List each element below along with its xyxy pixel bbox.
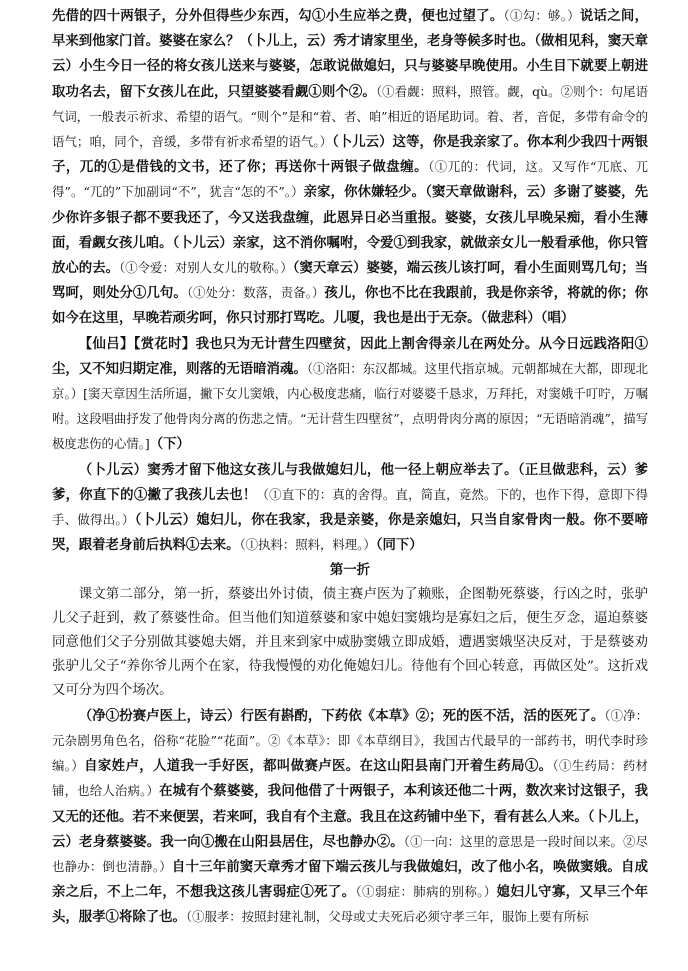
annotation-note: （①处分：数落，责备。） (186, 285, 325, 301)
annotation-note: （①看觑：照料，照管。觑，qù。②则个：句尾语气词，一般表示祈求、希望的语气。“则个”是和“着、者、咱”相近的语尾助词。着、者，音促，多带有命令的语气；咱，同个，音缓，多带有祈求希望的语气。） (52, 83, 649, 150)
summary-paragraph: 课文第二部分，第一折，蔡婆出外讨债，债主赛卢医为了赖账，企图勒死蔡婆，行凶之时，张驴儿父子赶到，救了蔡婆性命。但当他们知道蔡婆和家中媳妇窦娥均是寡妇之后，便生歹念，逼迫蔡婆同意他们父子分别做其婆媳夫婿，并且来到家中威胁窦娥立即成婚，遭遇窦娥坚决反对，于是蔡婆劝张驴儿父子“养你爷儿两个在家，待我慢慢的劝化俺媳妇儿。待他有个回心转意，再做区处”。这折戏又可分为四个场次。 (52, 586, 648, 699)
aria-text: 【仙吕】【赏花时】我也只为无计营生四壁贫，因此上割舍得亲儿在两处分。从今日远践洛阳①尘，又不知归期定准，则落的无语暗消魂。 (52, 335, 648, 377)
dialogue-text: （卜儿上，云）秀才请家里坐，老身等候多时也。（做相见科，窦天章云）小生今日一径的将女孩儿送来与婆婆，怎敢说做媳妇，只与婆婆早晚使用。小生目下就要上朝进取功名去，留下女孩儿在此，只望婆婆看觑①则个②。 (52, 33, 648, 100)
annotation-note: （①服孝：按照封建礼制，父母或丈夫死后必须守孝三年，服饰上要有所标 (185, 909, 589, 925)
section-title: 第一折 (329, 562, 371, 579)
paragraph-3 (52, 458, 648, 559)
dialogue-text: 媳妇儿守寡，又早三个年头，服孝①将除了也。 (52, 884, 649, 926)
dialogue-text: 孩儿，你也不比在我跟前，我是你亲爷，将就的你；你如今在这里，早晚若顽劣呵，你只讨那打骂吃。儿嗄，我也是出于无奈。（做悲科）（唱） (52, 285, 648, 327)
dialogue-text: 自家姓卢，人道我一手好医，都叫做赛卢医。在这山阳县南门开着生药局①。 (84, 758, 553, 775)
annotation-note: （①生药局：药材铺，也给人治病。） (52, 758, 648, 799)
dialogue-text: 自十三年前窦天章秀才留下端云孩儿与我做媳妇，改了他小名，唤做窦娥。自成亲之后，不上二年，不想我这孩儿害弱症①死了。 (52, 858, 648, 901)
annotation-note: （①兀的：代词，这。又写作“兀底、兀得”。“兀的”下加副词“不”，犹言“怎的不”。） (52, 159, 648, 200)
annotation-note: （①直下的：真的舍得。直，简直，竟然。下的，也作下得，意即下得手、做得出。） (52, 486, 649, 528)
annotation-note: （①弱症：肺病的别称。） (355, 884, 497, 900)
annotation-note: （①净：元杂剧男角色名，俗称“花脸”“花面”。②《本草》：即《本草纲目》，我国古代最早的一部药书，明代李时珍编。） (52, 707, 648, 774)
stage-direction: （同下） (375, 537, 423, 554)
dialogue-text: （卜儿云）窦秀才留下他这女孩儿与我做媳妇儿，他一径上朝应举去了。（正旦做悲科，云）爹爹，你直下的①撇了我孩儿去也！ (52, 461, 648, 503)
dialogue-text: （卜儿云）媳妇儿，你在我家，我是亲婆，你是亲媳妇，只当自家骨肉一般。你不要啼哭，跟着老身前后执料①去来。 (52, 512, 648, 554)
dialogue-text: 先借的四十两银子，分外但得些少东西，勾①小生应举之费，便也过望了。 (52, 8, 504, 24)
dialogue-text: （净①扮赛卢医上，诗云）行医有斟酌，下药依《本草》②；死的医不活，活的医死了。 (78, 707, 605, 724)
dialogue-text: （卜儿云）这等，你是我亲家了。你本利少我四十两银子，兀的①是借钱的文书，还了你；再送你十两银子做盘缠。 (52, 134, 648, 176)
dialogue-text: 在城有个蔡婆婆，我问他借了十两银子，本利该还他二十两，数次来讨这银子，我又无的还他。若不来便罢，若来呵，我自有个主意。我且在这药铺中坐下，看有甚么人来。（卜儿上，云）老身蔡婆婆。我一向①搬在山阳县居住，尽也静办②。 (52, 783, 648, 850)
annotation-note: （①令爱：对别人女儿的敬称。） (119, 260, 293, 276)
annotation-note: （①一向：这里的意思是一段时间以来。②尽也静办：倒也清静。） (52, 833, 648, 874)
paragraph-2 (52, 332, 648, 458)
dialogue-text: （窦天章云）婆婆，端云孩儿该打呵，看小生面则骂几句；当骂呵，则处分①几句。 (52, 260, 648, 302)
paragraph-1 (52, 4, 648, 332)
stage-direction: （下） (149, 436, 190, 453)
paragraph-5 (52, 704, 648, 931)
annotation-note: （①执料：照料，料理。） (239, 537, 376, 553)
dialogue-text: 亲家，你休嫌轻少。（窦天章做谢科，云）多谢了婆婆，先少你许多银子都不要我还了，今又送我盘缠，此恩异日必当重报。婆婆，女孩儿早晚呆痴，看小生薄面，看觑女孩儿咱。（卜儿云）亲家，这不消你嘱咐，令爱①到我家，就做亲女儿一般看承他，你只管放心的去。 (52, 184, 648, 277)
annotation-note: （①洛阳：东汉都城。这里代指京城。元朝都城在大都，即现北京。）[窦天章因生活所逼，撇下女儿窦娥，内心极度悲痛，临行对婆婆千恳求，万拜托，对窦娥千叮咛，万嘱咐。这段唱曲抒发了他骨肉分离的伤悲之情。“无计营生四壁贫”，点明骨肉分离的原因；“无语暗消魂”，描写极度悲伤的心情。] (52, 360, 648, 452)
annotation-note: （①勾：够。） (503, 8, 580, 23)
dialogue-text: 说话之间，早来到他家门首。婆婆在家么？ (52, 8, 648, 50)
